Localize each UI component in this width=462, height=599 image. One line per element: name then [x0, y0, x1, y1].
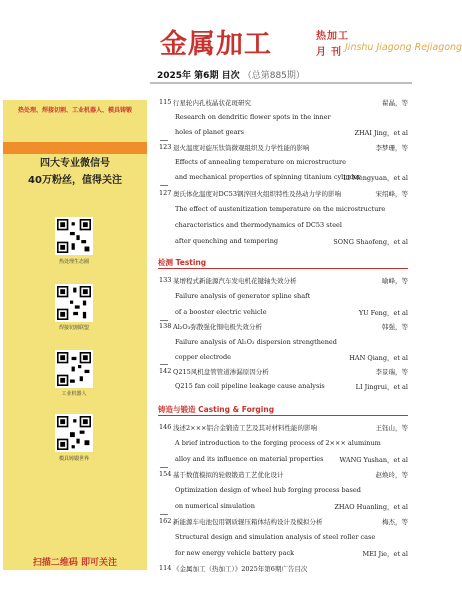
qr-code-icon	[55, 217, 93, 255]
toc-title-en: Failure analysis of generator spline shaft	[175, 292, 311, 300]
toc-page: 138	[159, 322, 172, 330]
toc-title-zh[interactable]: 奥氏体化温度对DC53钢淬回火组织特性及热动力学的影响	[173, 190, 341, 198]
toc-title-zh[interactable]: 基于数值模拟的轮毂锻造工艺优化设计	[173, 471, 284, 479]
toc-author-en: HAN Qiang，et al	[349, 354, 408, 362]
toc-title-zh[interactable]: 某增程式新能源汽车发电机花键轴失效分析	[173, 277, 297, 285]
toc-author-zh: 韩强，等	[382, 323, 408, 331]
toc-author-en: MEI Jie，et al	[362, 550, 408, 558]
toc-author-en: YU Feng，et al	[358, 309, 408, 317]
toc-title-zh[interactable]: 新能源车电池包用钢质辊压箱体结构设计及模拟分析	[173, 518, 323, 526]
toc-author-en: ZHAO Huanling，et al	[334, 503, 408, 511]
toc-page: 133	[159, 276, 172, 284]
toc-title-en: Effects of annealing temperature on microstructure	[175, 158, 346, 166]
side-line1: 四大专业微信号	[40, 158, 110, 169]
toc-title-en: of a booster electric vehicle	[175, 308, 267, 316]
toc-author-en: ZHAI Jing，et al	[354, 129, 408, 137]
qr-code-2[interactable]	[55, 284, 93, 326]
toc-title-en: copper electrode	[175, 353, 231, 361]
toc-author-zh: 李梦珊，等	[375, 144, 408, 152]
masthead-subtitle-bottom: 月刊	[316, 47, 346, 58]
section-heading-casting: 铸造与锻造 Casting & Forging	[158, 405, 275, 414]
toc-title-zh[interactable]: 退火温度对旋压钛筒微观组织及力学性能的影响	[173, 144, 310, 152]
toc-title-en: for new energy vehicle battery pack	[175, 549, 295, 557]
section-rule	[158, 268, 408, 269]
toc-page: 142	[159, 367, 172, 375]
section-heading-testing: 检测 Testing	[158, 258, 207, 267]
side-footer: 扫描二维码 即可关注	[32, 558, 118, 568]
toc-title-zh[interactable]: Al₂O₃弥散强化铜电极失效分析	[173, 323, 262, 331]
side-band	[3, 142, 147, 154]
toc-divider	[160, 514, 168, 515]
toc-title-en: Failure analysis of Al₂O₃ dispersion strengthened	[175, 338, 337, 346]
side-topics: 热处理、焊接切割、工业机器人、模具铸锻	[17, 107, 132, 114]
toc-author-zh: 喻峰，等	[382, 277, 408, 285]
toc-page: 114	[159, 564, 172, 572]
toc-divider	[160, 467, 168, 468]
toc-divider	[160, 364, 168, 365]
toc-title-en: Structural design and simulation analysis of steel roller case	[175, 533, 376, 541]
toc-page: 127	[159, 189, 172, 197]
toc-divider	[160, 320, 168, 321]
toc-title-zh[interactable]: Q215风机盘管管道渗漏原因分析	[173, 368, 269, 376]
toc-author-en: LI Mengyuan，et al	[343, 174, 408, 182]
qr-code-icon	[55, 284, 93, 322]
qr-code-icon	[55, 414, 93, 452]
issue-label: 2025年 第6期 目次	[157, 71, 240, 81]
qr-code-3[interactable]	[55, 350, 93, 392]
qr-code-icon	[55, 350, 93, 388]
toc-page: 154	[159, 470, 172, 478]
qr-caption-1: 热处理生态圈	[58, 259, 89, 265]
qr-code-1[interactable]	[55, 217, 93, 259]
toc-author-zh: 王钰山，等	[375, 424, 408, 432]
side-line2: 40万粉丝，值得关注	[28, 175, 122, 186]
toc-page: 115	[159, 98, 172, 106]
toc-page: 123	[159, 143, 172, 151]
toc-author-zh: 翟晶，等	[382, 99, 408, 107]
section-rule	[158, 415, 408, 416]
toc-title-en: Q215 fan coil pipeline leakage cause analysis	[175, 382, 325, 390]
toc-title-en: and mechanical properties of spinning titanium cylinder	[175, 173, 361, 181]
toc-title-zh[interactable]: 浅述2×××铝合金锻造工艺及其对材料性能的影响	[173, 424, 317, 432]
toc-author-zh: 赵焕玲，等	[375, 471, 408, 479]
toc-title-en: holes of planet gears	[175, 128, 244, 136]
toc-author-en: WANG Yushan，et al	[339, 456, 408, 464]
toc-author-zh: 李景瑞，等	[375, 368, 408, 376]
masthead-subtitle-top: 热加工	[316, 31, 349, 42]
toc-title-en: alloy and its influence on material properties	[175, 455, 324, 463]
toc-title-zh[interactable]: 行星轮内孔枝晶状花斑研究	[173, 99, 251, 107]
qr-caption-2: 焊接切割联盟	[58, 325, 89, 331]
toc-title-en: The effect of austenitization temperature on the microstructure	[175, 205, 386, 213]
qr-caption-4: 模具铸锻世界	[58, 456, 89, 462]
toc-divider	[160, 140, 168, 141]
total-issue: （总第885期）	[242, 71, 305, 81]
toc-author-zh: 梅杰，等	[382, 518, 408, 526]
toc-author-en: SONG Shaofeng，et al	[333, 238, 408, 246]
toc-page: 146	[159, 423, 172, 431]
issue-line	[157, 68, 305, 81]
toc-title-en: characteristics and thermodynamics of DC53 steel	[175, 221, 342, 229]
toc-title-en: Optimization design of wheel hub forging process based	[175, 486, 361, 494]
toc-author-en: LI Jingrui，et al	[355, 383, 408, 391]
toc-title-en: after quenching and tempering	[175, 237, 279, 245]
toc-author-zh: 宋绍峰，等	[375, 190, 408, 198]
toc-divider	[160, 185, 168, 186]
toc-page: 162	[159, 517, 172, 525]
masthead-title: 金属加工	[160, 29, 272, 60]
masthead-pinyin: Jinshu Jiagong Rejiagong	[345, 42, 462, 53]
toc-title-en: Research on dendritic flower spots in the inner	[175, 113, 331, 121]
header-rule	[150, 82, 412, 84]
qr-code-4[interactable]	[55, 414, 93, 456]
ad-index-title[interactable]: 《金属加工（热加工）》2025年第6期广告目次	[173, 565, 308, 573]
toc-title-en: on numerical simulation	[175, 502, 255, 510]
qr-caption-3: 工业机器人	[61, 391, 87, 397]
toc-title-en: A brief introduction to the forging process of 2××× aluminum	[175, 439, 381, 447]
